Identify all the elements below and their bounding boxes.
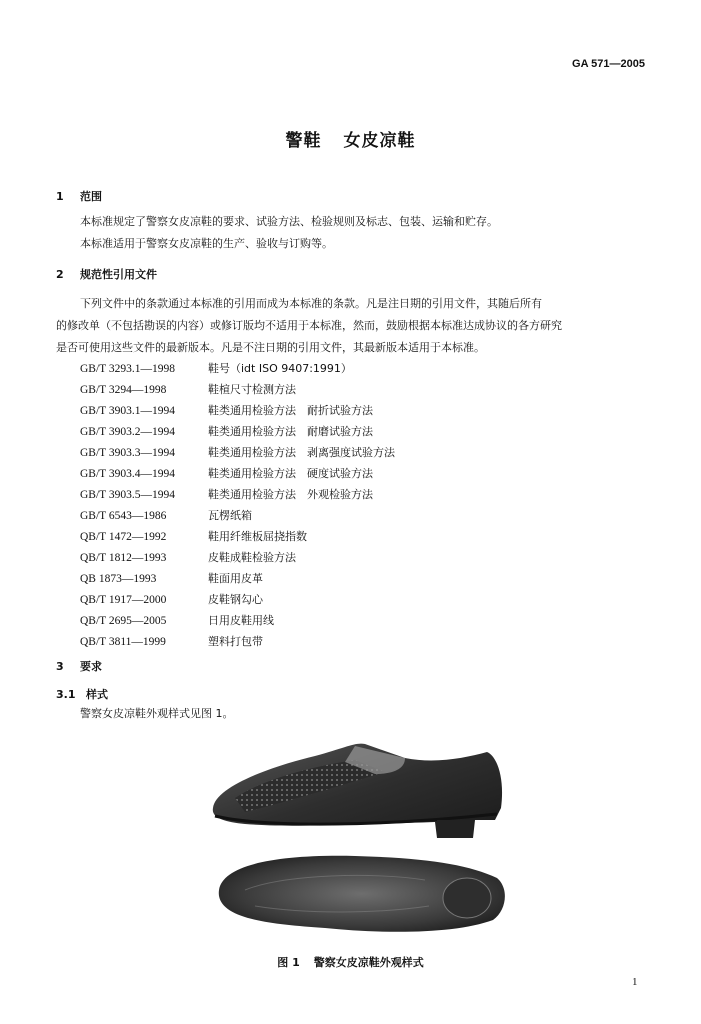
reference-item (80, 528, 307, 544)
reference-item (80, 465, 373, 481)
reference-title: 皮鞋钢勾心 (208, 593, 263, 606)
section-title: 范围 (80, 190, 102, 203)
reference-code: QB/T 1812—1993 (80, 552, 167, 564)
reference-item (80, 423, 373, 439)
reference-item (80, 444, 395, 460)
references-intro-line-1: 下列文件中的条款通过本标准的引用而成为本标准的条款。凡是注日期的引用文件，其随后所有 (80, 297, 542, 310)
title-part-2: 女皮凉鞋 (343, 131, 416, 151)
document-title (0, 126, 701, 151)
section-3-heading (56, 658, 102, 674)
reference-code: QB/T 2695—2005 (80, 615, 167, 627)
reference-title: 皮鞋成鞋检验方法 (208, 551, 296, 564)
reference-code: QB/T 1917—2000 (80, 594, 167, 606)
reference-code: GB/T 3903.4—1994 (80, 468, 175, 480)
reference-title: 鞋类通用检验方法 耐磨试验方法 (208, 425, 373, 438)
reference-item (80, 402, 373, 418)
shoe-photo (205, 728, 515, 943)
section-title: 样式 (86, 688, 108, 701)
caption-label: 图 1 (277, 956, 300, 969)
reference-title: 鞋楦尺寸检测方法 (208, 383, 296, 396)
section-number: 2 (56, 268, 64, 281)
reference-item (80, 381, 296, 397)
shoe-sole-view (219, 856, 505, 932)
section-1-heading (56, 188, 102, 204)
reference-item (80, 633, 263, 649)
reference-item (80, 570, 263, 586)
reference-code: QB/T 1472—1992 (80, 531, 167, 543)
title-part-1: 警鞋 (285, 131, 322, 151)
reference-title: 鞋号（idt ISO 9407:1991） (208, 362, 352, 375)
section-number: 3 (56, 660, 64, 673)
figure-caption (0, 954, 701, 970)
reference-item (80, 612, 274, 628)
reference-title: 鞋类通用检验方法 耐折试验方法 (208, 404, 373, 417)
standard-code: GA 571—2005 (572, 58, 645, 70)
reference-code: QB 1873—1993 (80, 573, 157, 585)
reference-item (80, 507, 252, 523)
section-title: 规范性引用文件 (80, 268, 157, 281)
section-3-1-heading (56, 686, 108, 702)
scope-paragraph-1: 本标准规定了警察女皮凉鞋的要求、试验方法、检验规则及标志、包装、运输和贮存。 (80, 215, 498, 228)
reference-title: 鞋面用皮革 (208, 572, 263, 585)
reference-title: 鞋类通用检验方法 剥离强度试验方法 (208, 446, 395, 459)
references-intro-line-2: 的修改单（不包括勘误的内容）或修订版均不适用于本标准，然而，鼓励根据本标准达成协议的各方研究 (56, 319, 562, 332)
style-paragraph: 警察女皮凉鞋外观样式见图 1。 (80, 707, 234, 720)
references-intro-line-3: 是否可使用这些文件的最新版本。凡是不注日期的引用文件，其最新版本适用于本标准。 (56, 341, 485, 354)
reference-code: GB/T 3294—1998 (80, 384, 167, 396)
scope-paragraph-2: 本标准适用于警察女皮凉鞋的生产、验收与订购等。 (80, 237, 333, 250)
section-title: 要求 (80, 660, 102, 673)
reference-item (80, 549, 296, 565)
section-number: 1 (56, 190, 64, 203)
reference-code: GB/T 3903.3—1994 (80, 447, 175, 459)
reference-code: GB/T 3903.5—1994 (80, 489, 175, 501)
caption-text: 警察女皮凉鞋外观样式 (313, 956, 424, 969)
reference-title: 瓦楞纸箱 (208, 509, 252, 522)
reference-code: QB/T 3811—1999 (80, 636, 166, 648)
page-number: 1 (632, 976, 638, 988)
reference-title: 日用皮鞋用线 (208, 614, 274, 627)
reference-code: GB/T 3903.2—1994 (80, 426, 175, 438)
reference-code: GB/T 3903.1—1994 (80, 405, 175, 417)
shoe-side-view (213, 744, 502, 838)
reference-item (80, 591, 263, 607)
reference-item (80, 486, 373, 502)
reference-title: 鞋类通用检验方法 硬度试验方法 (208, 467, 373, 480)
reference-title: 塑料打包带 (208, 635, 263, 648)
reference-item (80, 360, 352, 376)
reference-title: 鞋用纤维板屈挠指数 (208, 530, 307, 543)
reference-title: 鞋类通用检验方法 外观检验方法 (208, 488, 373, 501)
section-2-heading (56, 266, 157, 282)
reference-code: GB/T 6543—1986 (80, 510, 167, 522)
section-number: 3.1 (56, 688, 76, 701)
reference-code: GB/T 3293.1—1998 (80, 363, 175, 375)
